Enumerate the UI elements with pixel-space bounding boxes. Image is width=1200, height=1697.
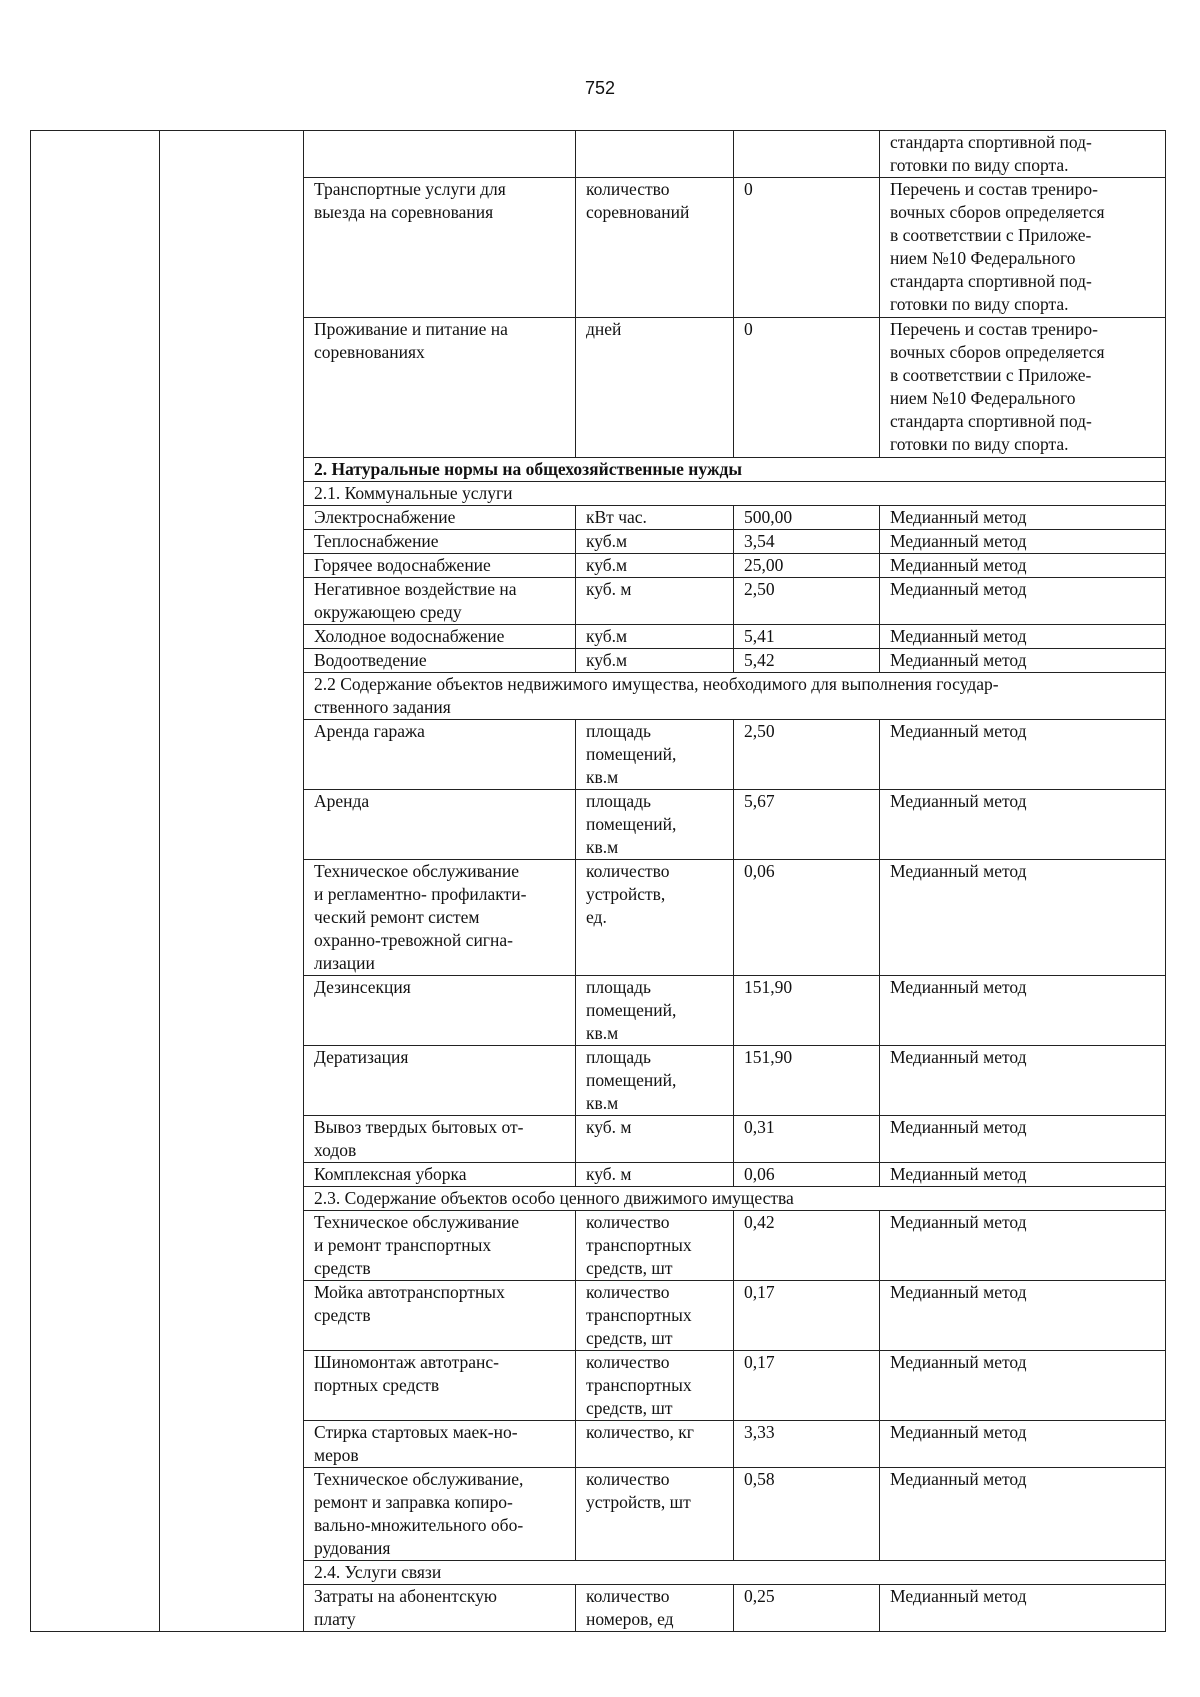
value-cell-text: 3,54 bbox=[744, 531, 775, 551]
subsection-title-text: 2.4. Услуги связи bbox=[314, 1562, 442, 1582]
value-cell bbox=[734, 625, 880, 649]
name-cell bbox=[304, 790, 576, 860]
unit-cell bbox=[576, 1421, 734, 1468]
method-cell bbox=[880, 530, 1166, 554]
method-cell-text: Медианный метод bbox=[890, 1422, 1027, 1442]
subsection-title-text: 2.2 Содержание объектов недвижимого имущества, необходимого для выполнения государ- ственного задания bbox=[314, 674, 999, 717]
unit-cell-text: количество устройств, ед. bbox=[586, 861, 670, 927]
value-cell-text: 0,17 bbox=[744, 1282, 775, 1302]
unit-cell bbox=[576, 1281, 734, 1351]
second-margin-cell bbox=[160, 131, 304, 1632]
unit-cell-text: площадь помещений, кв.м bbox=[586, 791, 677, 857]
name-cell-text: Аренда bbox=[314, 791, 370, 811]
value-cell-text: 0,06 bbox=[744, 1164, 775, 1184]
value-cell-text: 151,90 bbox=[744, 1047, 793, 1067]
unit-cell-text: куб. м bbox=[586, 1117, 632, 1137]
value-cell bbox=[734, 976, 880, 1046]
name-cell-text: Стирка стартовых маек-но- меров bbox=[314, 1422, 518, 1465]
method-cell bbox=[880, 578, 1166, 625]
method-cell-text: Медианный метод bbox=[890, 1469, 1027, 1489]
value-cell-text: 0 bbox=[744, 179, 753, 199]
unit-cell bbox=[576, 1585, 734, 1632]
name-cell bbox=[304, 1116, 576, 1163]
name-cell bbox=[304, 1421, 576, 1468]
value-cell bbox=[734, 554, 880, 578]
method-cell-text: Медианный метод bbox=[890, 1212, 1027, 1232]
subsection-title bbox=[304, 482, 1166, 506]
value-cell bbox=[734, 1163, 880, 1187]
norms-table bbox=[30, 130, 1166, 1632]
name-cell bbox=[304, 1585, 576, 1632]
note-cell-text: стандарта спортивной под- готовки по виду спорта. bbox=[890, 132, 1092, 175]
value-cell-text: 25,00 bbox=[744, 555, 784, 575]
value-cell bbox=[734, 1421, 880, 1468]
method-cell-text: Медианный метод bbox=[890, 626, 1027, 646]
note-cell bbox=[880, 131, 1166, 178]
method-cell-text: Медианный метод bbox=[890, 1282, 1027, 1302]
value-cell bbox=[734, 318, 880, 458]
value-cell bbox=[734, 1116, 880, 1163]
unit-cell bbox=[576, 860, 734, 976]
name-cell-text: Техническое обслуживание, ремонт и заправка копиро- вально-множительного обо- рудования bbox=[314, 1469, 524, 1558]
name-cell-text: Теплоснабжение bbox=[314, 531, 439, 551]
value-cell-text: 0,06 bbox=[744, 861, 775, 881]
value-cell-text: 3,33 bbox=[744, 1422, 775, 1442]
table-row bbox=[31, 131, 1166, 178]
method-cell-text: Медианный метод bbox=[890, 721, 1027, 741]
method-cell bbox=[880, 1468, 1166, 1561]
note-cell-text: Перечень и состав трениро- вочных сборов определяется в соответствии с Приложе- нием №10 Федерального стандарта спортивной под- готовки по виду спорта. bbox=[890, 319, 1105, 454]
value-cell bbox=[734, 1211, 880, 1281]
method-cell bbox=[880, 1421, 1166, 1468]
name-cell bbox=[304, 1281, 576, 1351]
name-cell-text: Проживание и питание на соревнованиях bbox=[314, 319, 508, 362]
unit-cell-text: кВт час. bbox=[586, 507, 647, 527]
unit-cell bbox=[576, 720, 734, 790]
unit-cell bbox=[576, 1046, 734, 1116]
method-cell-text: Медианный метод bbox=[890, 1164, 1027, 1184]
value-cell bbox=[734, 131, 880, 178]
unit-cell-text: количество транспортных средств, шт bbox=[586, 1352, 692, 1418]
value-cell bbox=[734, 530, 880, 554]
value-cell bbox=[734, 860, 880, 976]
unit-cell-text: количество устройств, шт bbox=[586, 1469, 691, 1512]
value-cell bbox=[734, 1585, 880, 1632]
name-cell-text: Горячее водоснабжение bbox=[314, 555, 491, 575]
unit-cell bbox=[576, 790, 734, 860]
method-cell bbox=[880, 1046, 1166, 1116]
name-cell bbox=[304, 976, 576, 1046]
method-cell-text: Медианный метод bbox=[890, 1352, 1027, 1372]
name-cell bbox=[304, 649, 576, 673]
unit-cell bbox=[576, 318, 734, 458]
name-cell bbox=[304, 720, 576, 790]
name-cell bbox=[304, 578, 576, 625]
method-cell-text: Медианный метод bbox=[890, 650, 1027, 670]
method-cell bbox=[880, 720, 1166, 790]
name-cell-text: Электроснабжение bbox=[314, 507, 456, 527]
value-cell-text: 5,67 bbox=[744, 791, 775, 811]
unit-cell-text: площадь помещений, кв.м bbox=[586, 977, 677, 1043]
name-cell-text: Дератизация bbox=[314, 1047, 409, 1067]
method-cell bbox=[880, 1211, 1166, 1281]
name-cell bbox=[304, 1163, 576, 1187]
unit-cell bbox=[576, 530, 734, 554]
value-cell bbox=[734, 720, 880, 790]
name-cell-text: Комплексная уборка bbox=[314, 1164, 467, 1184]
note-cell-text: Перечень и состав трениро- вочных сборов определяется в соответствии с Приложе- нием №10 Федерального стандарта спортивной под- готовки по виду спорта. bbox=[890, 179, 1105, 314]
name-cell bbox=[304, 625, 576, 649]
method-cell-text: Медианный метод bbox=[890, 1117, 1027, 1137]
unit-cell bbox=[576, 1468, 734, 1561]
name-cell-text: Негативное воздействие на окружающею среду bbox=[314, 579, 517, 622]
unit-cell-text: количество транспортных средств, шт bbox=[586, 1212, 692, 1278]
name-cell-text: Затраты на абонентскую плату bbox=[314, 1586, 497, 1629]
unit-cell bbox=[576, 1163, 734, 1187]
name-cell bbox=[304, 1046, 576, 1116]
method-cell-text: Медианный метод bbox=[890, 861, 1027, 881]
value-cell-text: 0,58 bbox=[744, 1469, 775, 1489]
name-cell-text: Вывоз твердых бытовых от- ходов bbox=[314, 1117, 524, 1160]
unit-cell bbox=[576, 1116, 734, 1163]
name-cell bbox=[304, 318, 576, 458]
value-cell bbox=[734, 649, 880, 673]
subsection-title bbox=[304, 673, 1166, 720]
value-cell bbox=[734, 578, 880, 625]
name-cell-text: Техническое обслуживание и ремонт транспортных средств bbox=[314, 1212, 519, 1278]
value-cell-text: 500,00 bbox=[744, 507, 793, 527]
value-cell bbox=[734, 1468, 880, 1561]
norms-table-body bbox=[31, 131, 1166, 1632]
value-cell-text: 0,25 bbox=[744, 1586, 775, 1606]
name-cell-text: Техническое обслуживание и регламентно- профилакти- ческий ремонт систем охранно-тревожной сигна- лизации bbox=[314, 861, 527, 973]
value-cell-text: 5,42 bbox=[744, 650, 775, 670]
unit-cell-text: количество, кг bbox=[586, 1422, 694, 1442]
unit-cell-text: площадь помещений, кв.м bbox=[586, 1047, 677, 1113]
value-cell bbox=[734, 1351, 880, 1421]
unit-cell bbox=[576, 1351, 734, 1421]
page-number: 752 bbox=[584, 78, 616, 98]
section-title bbox=[304, 458, 1166, 482]
unit-cell-text: дней bbox=[586, 319, 622, 339]
value-cell-text: 2,50 bbox=[744, 579, 775, 599]
unit-cell bbox=[576, 976, 734, 1046]
method-cell-text: Медианный метод bbox=[890, 977, 1027, 997]
unit-cell-text: куб.м bbox=[586, 626, 628, 646]
unit-cell-text: куб.м bbox=[586, 531, 628, 551]
method-cell bbox=[880, 790, 1166, 860]
name-cell-text: Транспортные услуги для выезда на соревнования bbox=[314, 179, 506, 222]
method-cell bbox=[880, 1116, 1166, 1163]
subsection-title bbox=[304, 1561, 1166, 1585]
value-cell-text: 0,42 bbox=[744, 1212, 775, 1232]
method-cell bbox=[880, 1351, 1166, 1421]
note-cell bbox=[880, 178, 1166, 318]
value-cell-text: 2,50 bbox=[744, 721, 775, 741]
unit-cell-text: куб.м bbox=[586, 555, 628, 575]
unit-cell bbox=[576, 554, 734, 578]
name-cell-text: Холодное водоснабжение bbox=[314, 626, 505, 646]
name-cell bbox=[304, 131, 576, 178]
method-cell-text: Медианный метод bbox=[890, 531, 1027, 551]
unit-cell bbox=[576, 178, 734, 318]
unit-cell bbox=[576, 625, 734, 649]
value-cell bbox=[734, 178, 880, 318]
value-cell bbox=[734, 790, 880, 860]
method-cell-text: Медианный метод bbox=[890, 579, 1027, 599]
method-cell bbox=[880, 1163, 1166, 1187]
name-cell-text: Водоотведение bbox=[314, 650, 427, 670]
unit-cell-text: количество номеров, ед bbox=[586, 1586, 674, 1629]
method-cell bbox=[880, 506, 1166, 530]
name-cell bbox=[304, 1468, 576, 1561]
name-cell-text: Мойка автотранспортных средств bbox=[314, 1282, 505, 1325]
unit-cell-text: куб. м bbox=[586, 1164, 632, 1184]
value-cell-text: 0,17 bbox=[744, 1352, 775, 1372]
method-cell-text: Медианный метод bbox=[890, 1047, 1027, 1067]
name-cell-text: Шиномонтаж автотранс- портных средств bbox=[314, 1352, 499, 1395]
unit-cell bbox=[576, 578, 734, 625]
unit-cell bbox=[576, 506, 734, 530]
value-cell-text: 0,31 bbox=[744, 1117, 775, 1137]
subsection-title-text: 2.1. Коммунальные услуги bbox=[314, 483, 513, 503]
name-cell bbox=[304, 506, 576, 530]
name-cell bbox=[304, 1351, 576, 1421]
unit-cell bbox=[576, 649, 734, 673]
name-cell bbox=[304, 554, 576, 578]
subsection-title-text: 2.3. Содержание объектов особо ценного движимого имущества bbox=[314, 1188, 794, 1208]
name-cell bbox=[304, 178, 576, 318]
unit-cell-text: куб. м bbox=[586, 579, 632, 599]
method-cell bbox=[880, 625, 1166, 649]
method-cell-text: Медианный метод bbox=[890, 791, 1027, 811]
method-cell-text: Медианный метод bbox=[890, 555, 1027, 575]
unit-cell-text: количество соревнований bbox=[586, 179, 690, 222]
name-cell bbox=[304, 1211, 576, 1281]
section-title-text: 2. Натуральные нормы на общехозяйственные нужды bbox=[314, 459, 743, 479]
note-cell bbox=[880, 318, 1166, 458]
value-cell bbox=[734, 1046, 880, 1116]
left-margin-cell bbox=[31, 131, 160, 1632]
method-cell-text: Медианный метод bbox=[890, 507, 1027, 527]
method-cell bbox=[880, 860, 1166, 976]
value-cell bbox=[734, 506, 880, 530]
unit-cell-text: куб.м bbox=[586, 650, 628, 670]
name-cell-text: Аренда гаража bbox=[314, 721, 425, 741]
method-cell bbox=[880, 554, 1166, 578]
method-cell bbox=[880, 1585, 1166, 1632]
name-cell-text: Дезинсекция bbox=[314, 977, 411, 997]
value-cell-text: 0 bbox=[744, 319, 753, 339]
method-cell bbox=[880, 976, 1166, 1046]
value-cell-text: 5,41 bbox=[744, 626, 775, 646]
method-cell-text: Медианный метод bbox=[890, 1586, 1027, 1606]
value-cell bbox=[734, 1281, 880, 1351]
value-cell-text: 151,90 bbox=[744, 977, 793, 997]
unit-cell bbox=[576, 131, 734, 178]
name-cell bbox=[304, 860, 576, 976]
method-cell bbox=[880, 1281, 1166, 1351]
subsection-title bbox=[304, 1187, 1166, 1211]
name-cell bbox=[304, 530, 576, 554]
unit-cell bbox=[576, 1211, 734, 1281]
unit-cell-text: площадь помещений, кв.м bbox=[586, 721, 677, 787]
unit-cell-text: количество транспортных средств, шт bbox=[586, 1282, 692, 1348]
method-cell bbox=[880, 649, 1166, 673]
